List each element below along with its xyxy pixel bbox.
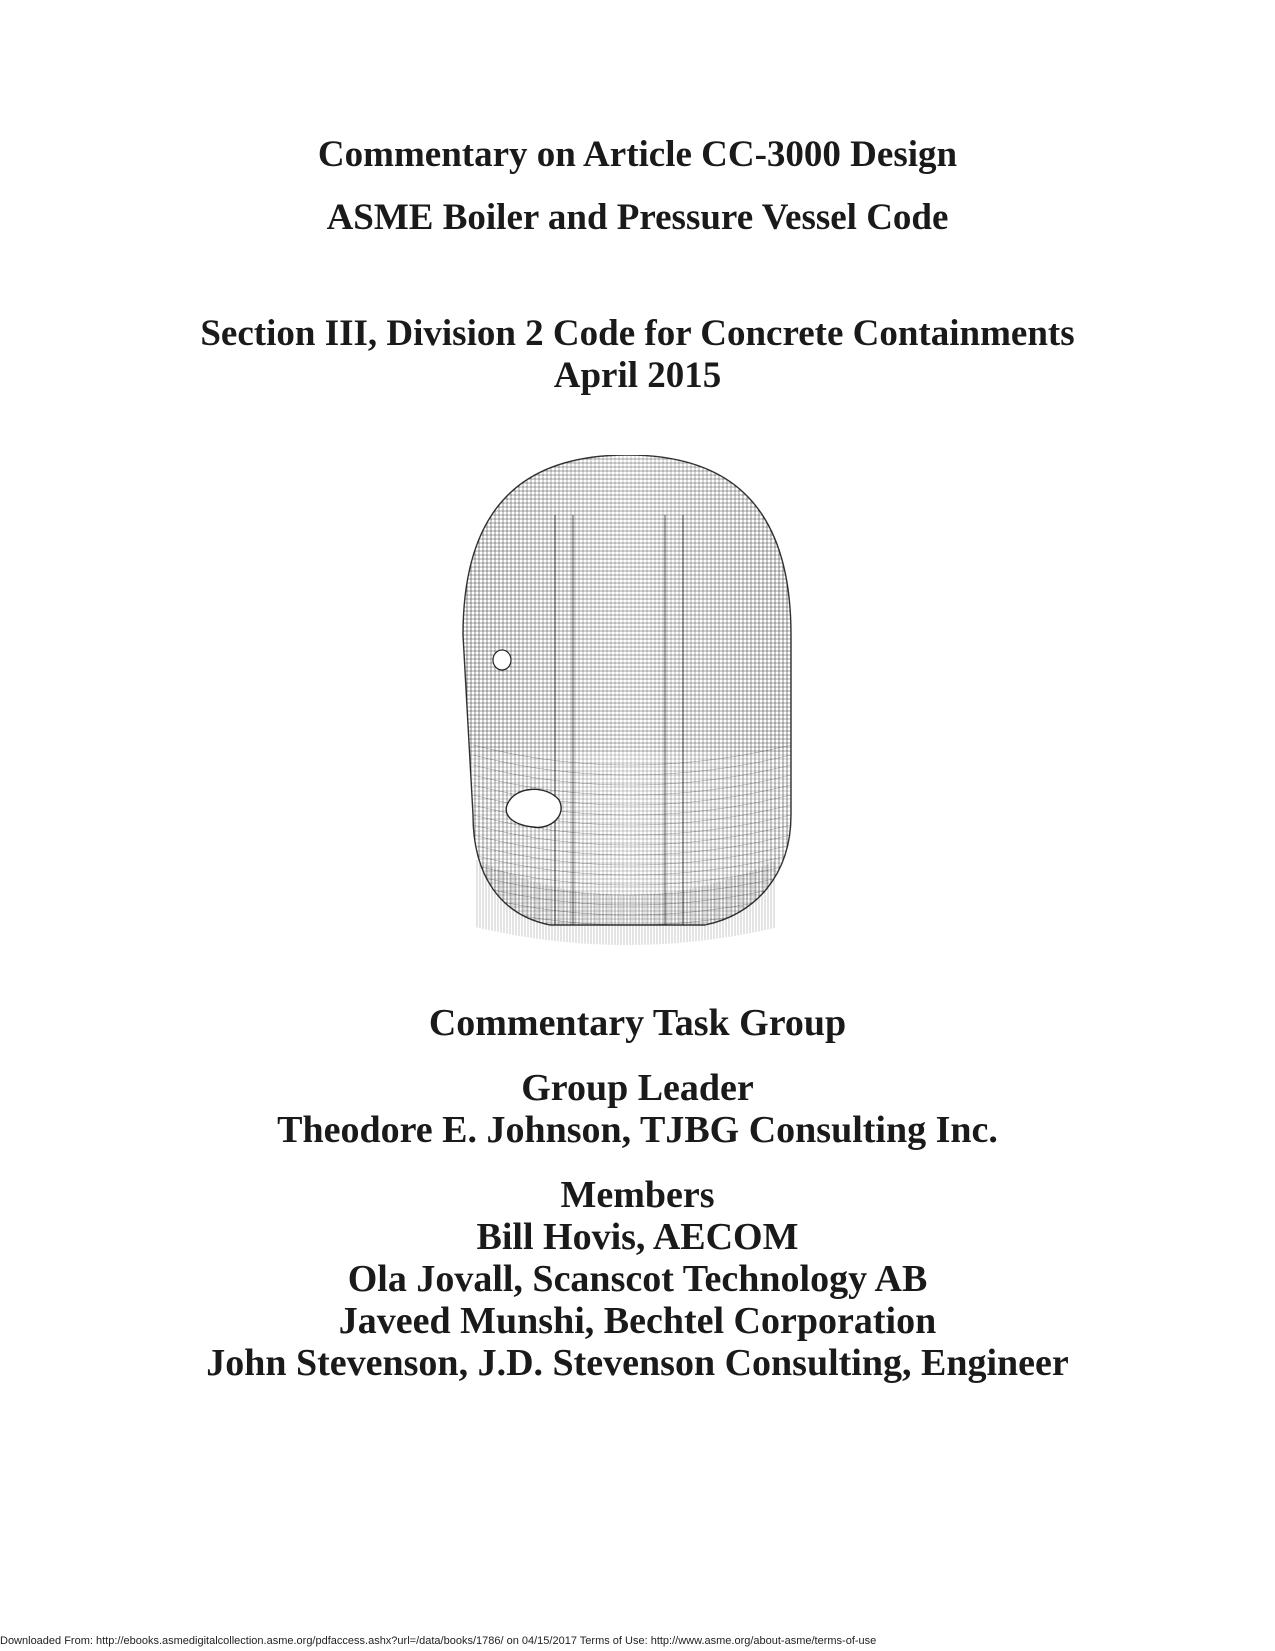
title-line-1: Commentary on Article CC-3000 Design xyxy=(317,134,958,175)
member-item: John Stevenson, J.D. Stevenson Consulting, Engineer xyxy=(206,1342,1069,1384)
title-line-2: ASME Boiler and Pressure Vessel Code xyxy=(326,197,949,238)
members-heading: Members xyxy=(560,1174,715,1216)
task-group-heading: Commentary Task Group xyxy=(428,1002,847,1044)
subtitle-section: Section III, Division 2 Code for Concrete Containments xyxy=(200,313,1075,354)
member-item: Javeed Munshi, Bechtel Corporation xyxy=(338,1300,937,1342)
group-leader-heading: Group Leader xyxy=(521,1067,754,1109)
download-footer: Downloaded From: http://ebooks.asmedigitalcollection.asme.org/pdfaccess.ashx?url=/data/books/1786/ on 04/15/2017 Terms of Use: http://www.asme.org/about-asme/terms-of-use xyxy=(0,1636,877,1647)
group-leader-name: Theodore E. Johnson, TJBG Consulting Inc. xyxy=(277,1109,998,1151)
member-item: Ola Jovall, Scanscot Technology AB xyxy=(347,1258,928,1300)
containment-mesh-icon xyxy=(455,455,800,980)
publication-date: April 2015 xyxy=(553,355,722,396)
member-item: Bill Hovis, AECOM xyxy=(476,1216,799,1258)
containment-mesh-figure xyxy=(455,455,800,980)
